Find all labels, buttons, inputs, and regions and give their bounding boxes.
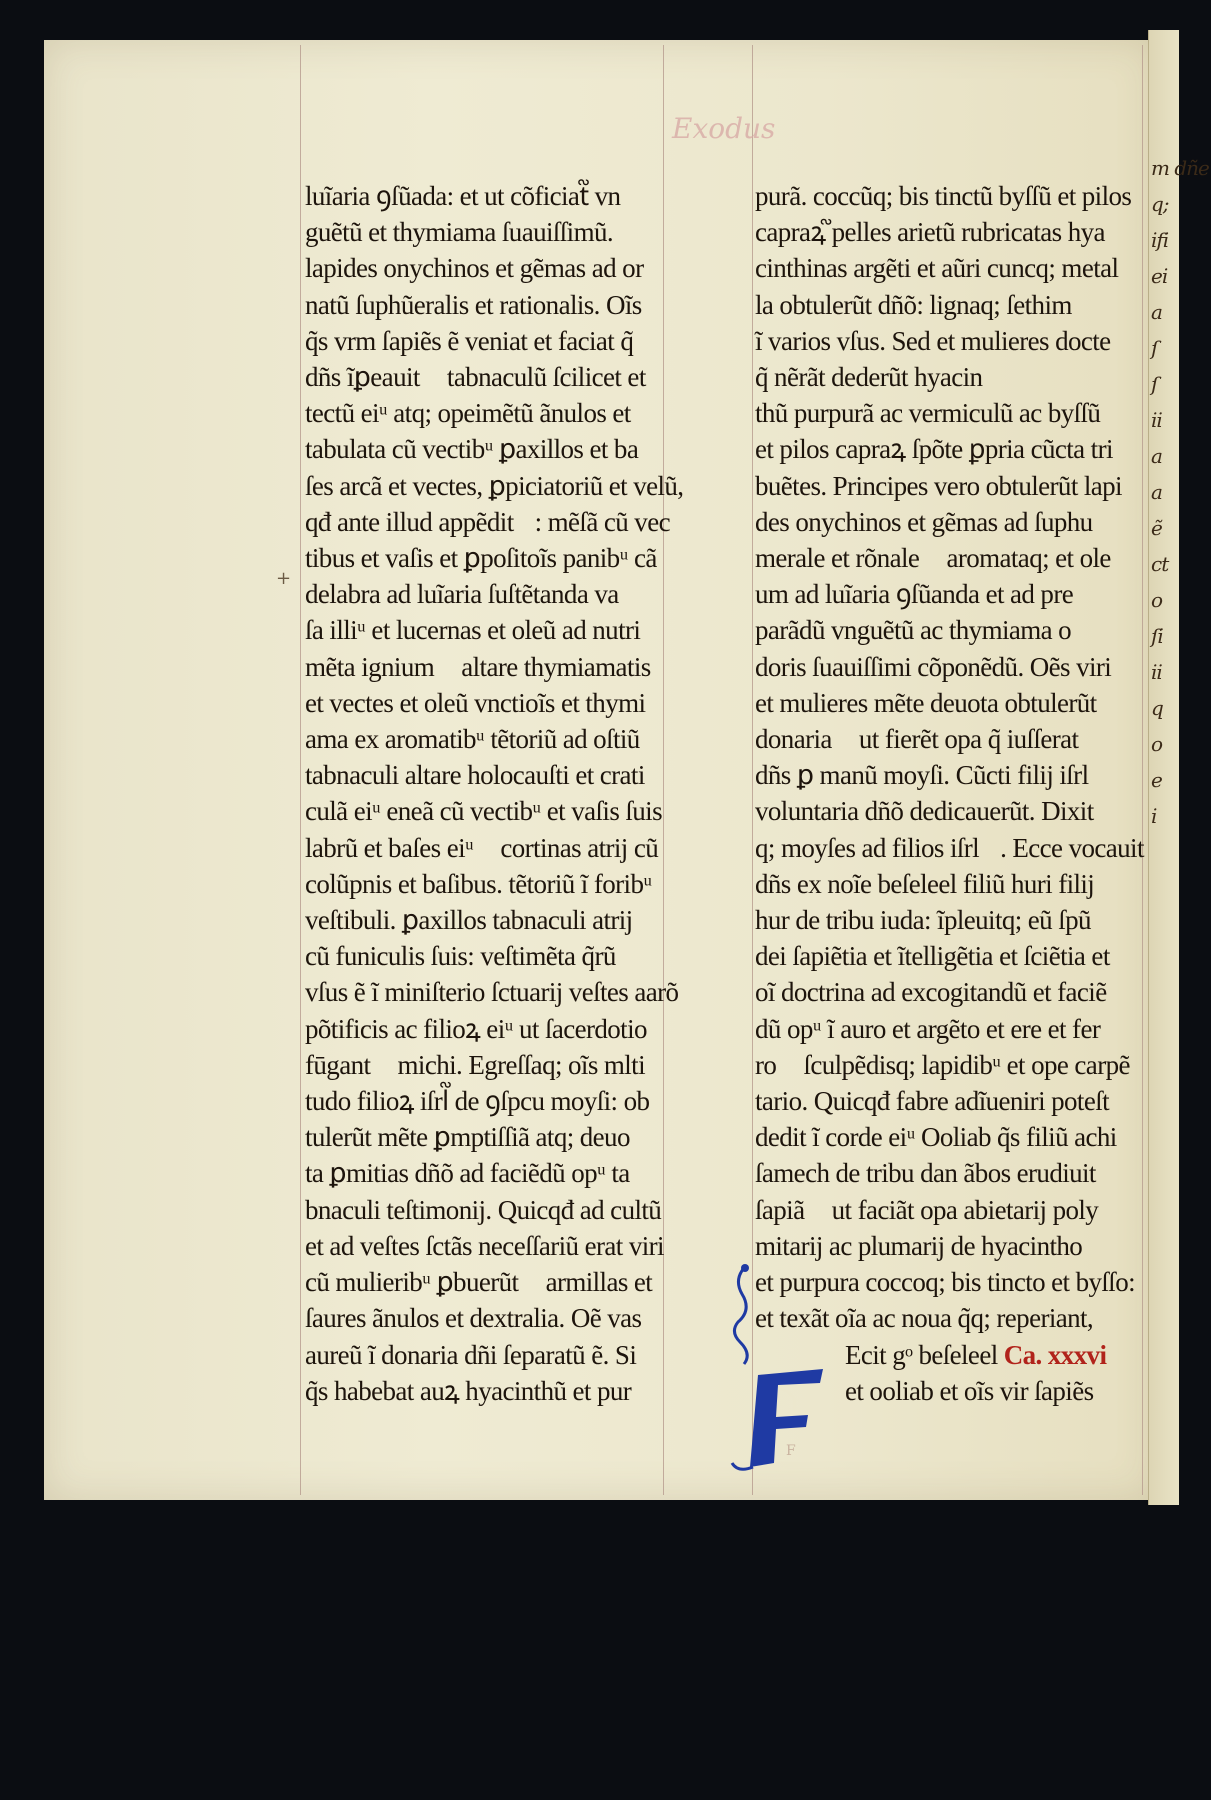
text-line: q̃s vrm ſapiẽs ẽ veniat et faciat q̃	[305, 325, 634, 356]
edge-text-fragment: q	[1151, 696, 1163, 720]
text-line: ta ꝑmitias dñõ ad faciẽdũ opᵘ ta	[305, 1158, 630, 1189]
text-line: vſus ẽ ĩ miniſterio ſctuarij veſtes aarõ	[305, 977, 679, 1008]
text-line: thũ purpurã ac vermiculũ ac byſſũ	[755, 398, 1101, 429]
left-text-column	[305, 178, 685, 1409]
text-line: tudo filioꝝ iſrl᷑ de ꝯſpcu moyſi: ob	[305, 1086, 650, 1117]
edge-text-fragment: ei	[1151, 264, 1168, 288]
text-line: fūgant᷑ michi. Egreſſaq; oĩs mlti	[305, 1049, 645, 1080]
text-line: hur de tribu iuda: ĩpleuitq; eũ ſpũ	[755, 905, 1091, 936]
text-line: et vectes et oleũ vnctioĩs et thymi	[305, 687, 646, 718]
text-line: tectũ eiᵘ atq; opeimẽtũ ãnulos et	[305, 398, 631, 429]
text-line: tabnaculi altare holocauſti et crati	[305, 760, 645, 791]
text-line: q; moyſes ad filios iſrl᷑. Ecce vocauit	[755, 832, 1144, 863]
text-line: bnaculi teſtimonij. Quicqđ ad cultũ	[305, 1194, 662, 1225]
edge-text-fragment: q;	[1151, 192, 1169, 216]
text-line: tabulata cũ vectibᵘ ꝑaxillos et ba	[305, 434, 639, 465]
text-line: guẽtũ et thymiama ſuauiſſimũ.	[305, 217, 614, 248]
text-line: ſamech de tribu dan ãbos erudiuit	[755, 1158, 1096, 1189]
edge-text-fragment: m dñe	[1151, 156, 1209, 180]
text-line: et pilos capraꝝ ſpõte ꝑpria cũcta tri	[755, 434, 1113, 465]
text-line: aureũ ĩ donaria dñi ſeparatũ ẽ. Si	[305, 1339, 637, 1370]
edge-text-fragment: ii	[1151, 408, 1162, 432]
text-line: delabra ad luĩaria ſuſtẽtanda va	[305, 579, 619, 610]
edge-text-fragment: o	[1151, 732, 1163, 756]
margin-mark: +	[276, 568, 292, 589]
text-line: dñs ex noĩe beſeleel filiũ huri filij	[755, 868, 1095, 899]
text-line: ſapiã᷑ ut faciãt opa abietarij poly	[755, 1194, 1099, 1225]
text-line: mitarij ac plumarij de hyacintho	[755, 1230, 1083, 1261]
text-line: oĩ doctrina ad excogitandũ et faciẽ	[755, 977, 1107, 1008]
text-line: et purpura coccoq; bis tincto et byſſo:	[755, 1267, 1135, 1298]
edge-text-fragment: ẽ	[1151, 516, 1162, 540]
text-line: ĩ varios vſus. Sed et mulieres docte	[755, 325, 1111, 356]
text-line: tibus et vaſis et ꝑpoſitoĩs panibᵘ cã	[305, 543, 657, 574]
text-line: buẽtes. Principes vero obtulerũt lapi	[755, 470, 1122, 501]
edge-text-fragment: e	[1151, 768, 1162, 792]
edge-text-fragment: ſi	[1151, 624, 1163, 648]
text-line: ama ex aromatibᵘ tẽtoriũ ad oſtiũ	[305, 724, 640, 755]
text-line: merale et rõnale᷑ aromataq; et ole	[755, 543, 1111, 574]
text-line: ſa illiᵘ et lucernas et oleũ ad nutri	[305, 615, 641, 646]
text-line: ſaures ãnulos et dextralia. Oẽ vas	[305, 1303, 642, 1334]
text-line: parãdũ vnguẽtũ ac thymiama o	[755, 615, 1072, 646]
text-line: qđ ante illud appẽdit᷑: mẽſã cũ vec	[305, 506, 670, 537]
text-line: la obtulerũt dñõ: lignaq; ſethim	[755, 289, 1072, 320]
text-line: cũ funiculis ſuis: veſtimẽta q̃rũ	[305, 941, 616, 972]
text-line: cũ mulieribᵘ ꝑbuerũt᷑ armillas et	[305, 1267, 653, 1298]
text-line: dei ſapiẽtia et ĩtelligẽtia et ſciẽtia et	[755, 941, 1110, 972]
text-line: natũ ſuphũeralis et rationalis. Oĩs	[305, 289, 642, 320]
text-line: q̃ nẽrãt dederũt hyacin	[755, 362, 983, 393]
text-line: luĩaria ꝯſũada: et ut cõficiat᷑ vn	[305, 181, 621, 211]
text-line: ſes arcã et vectes, ꝑpiciatoriũ et velũ,	[305, 470, 684, 501]
text-line: voluntaria dñõ dedicauerũt. Dixit	[755, 796, 1094, 827]
text-line: mẽta ignium᷑ altare thymiamatis	[305, 651, 651, 682]
text-line: Ecit gᵒ beſeleel Ca. xxxvi	[845, 1339, 1107, 1370]
edge-text-fragment: ifi	[1151, 228, 1169, 252]
text-line: tulerũt mẽte ꝑmptiſſiã atq; deuo	[305, 1122, 630, 1153]
edge-text-fragment: a	[1151, 444, 1162, 468]
text-line: um ad luĩaria ꝯſũanda et ad pre	[755, 579, 1074, 610]
decorated-initial	[728, 1355, 838, 1475]
text-line: et ooliab et oĩs vir ſapiẽs	[845, 1375, 1094, 1406]
text-line: põtificis ac filioꝝ eiᵘ ut ſacerdotio	[305, 1013, 647, 1044]
edge-text-fragment: ſ	[1151, 336, 1158, 360]
edge-text-fragment: ct	[1151, 552, 1169, 576]
text-line: dedit ĩ corde eiᵘ Ooliab q̃s filiũ achi	[755, 1122, 1117, 1153]
text-line: cinthinas argẽti et aũri cuncq; metal	[755, 253, 1119, 284]
edge-text-fragment: o	[1151, 588, 1163, 612]
initial-flourish	[730, 1260, 780, 1370]
text-line: donaria᷑ ut fierẽt opa q̃ iuſſerat	[755, 724, 1079, 755]
text-line: doris ſuauiſſimi cõponẽdũ. Oẽs viri	[755, 651, 1112, 682]
edge-text-fragment: ii	[1151, 660, 1162, 684]
ruling-line	[300, 45, 301, 1495]
edge-text	[1151, 150, 1211, 834]
text-line: et texãt oĩa ac noua q̃q; reperiant,	[755, 1303, 1094, 1334]
text-line: labrũ et baſes eiᵘ᷑ cortinas atrij cũ	[305, 832, 659, 863]
edge-text-fragment: ſ	[1151, 372, 1158, 396]
running-head: Exodus	[672, 112, 776, 145]
text-line: ro᷑ ſculpẽdisq; lapidibᵘ et ope carpẽ	[755, 1049, 1130, 1080]
text-line: culã eiᵘ eneã cũ vectibᵘ et vaſis ſuis	[305, 796, 662, 827]
text-line: q̃s habebat auꝝ hyacinthũ et pur	[305, 1375, 632, 1406]
edge-text-fragment: a	[1151, 480, 1162, 504]
text-line: et ad veſtes ſctãs neceſſariũ erat viri	[305, 1230, 664, 1261]
next-page-edge	[1148, 30, 1209, 1505]
text-line: et mulieres mẽte deuota obtulerũt	[755, 687, 1097, 718]
text-line: lapides onychinos et gẽmas ad or	[305, 253, 644, 284]
right-text-column	[755, 178, 1150, 1409]
text-line: des onychinos et gẽmas ad ſuphu	[755, 506, 1093, 537]
text-line: colũpnis et baſibus. tẽtoriũ ĩ foribᵘ	[305, 868, 652, 899]
text-line: capraꝝ᷑ pelles arietũ rubricatas hya	[755, 217, 1105, 248]
chapter-label: Ca. xxxvi	[997, 1339, 1107, 1370]
edge-text-fragment: i	[1151, 804, 1157, 828]
text-line: dñs ĩꝑeauit᷑ tabnaculũ ſcilicet et	[305, 362, 646, 393]
text-line: purã. coccũq; bis tinctũ byſſũ et pilos	[755, 181, 1132, 211]
text-line: veſtibuli. ꝑaxillos tabnaculi atrij	[305, 905, 633, 936]
text-line: dũ opᵘ ĩ auro et argẽto et ere et fer	[755, 1013, 1101, 1044]
text-line: tario. Quicqđ fabre adĩueniri poteſt	[755, 1086, 1110, 1117]
text-line: dñs ꝑ manũ moyſi. Cũcti filij iſrl᷑	[755, 760, 1110, 791]
initial-letter: F	[786, 1443, 796, 1459]
edge-text-fragment: a	[1151, 300, 1162, 324]
